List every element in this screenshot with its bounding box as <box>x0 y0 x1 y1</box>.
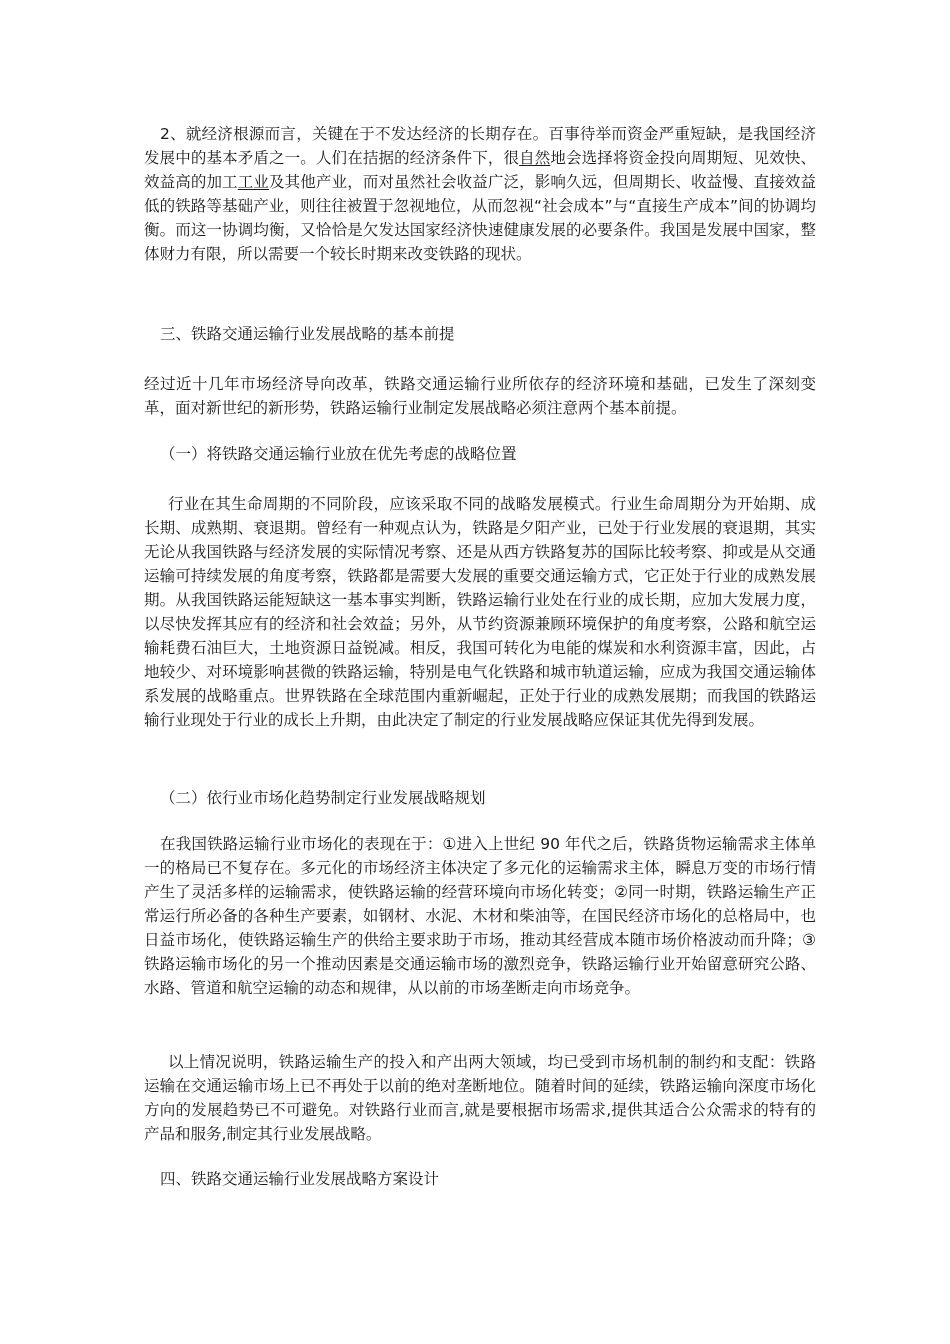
paragraph-marketization: 在我国铁路运输行业市场化的表现在于：①进入上世纪 90 年代之后，铁路货物运输需求主体单一的格局已不复存在。多元化的市场经济主体决定了多元化的运输需求主体，瞬息万变的市场行情产生了灵活多样的运输需求，使铁路运输的经营环境向市场化转变；②同一时期，铁路运输生产正常运行所必备的各种生产要素，如钢材、水泥、木材和柴油等，在国民经济市场化的总格局中，也日益市场化，使铁路运输生产的供给主要求助于市场，推动其经营成本随市场价格波动而升降；③铁路运输市场化的另一个推动因素是交通运输市场的激烈竞争，铁路运输行业开始留意研究公路、水路、管道和航空运输的动态和规律，从以前的市场垄断走向市场竞争。 <box>144 835 816 997</box>
paragraph-economic-roots <box>144 122 816 266</box>
paragraph-premise-intro: 经过近十几年市场经济导向改革，铁路交通运输行业所依存的经济环境和基础，已发生了深刻变革，面对新世纪的新形势，铁路运输行业制定发展战略必须注意两个基本前提。 <box>144 375 816 417</box>
p1-text-a: 2、就经济根源而言，关键在于不发达经济的长期存在。百事待举而资金严重短缺，是我国经济发展中的基本矛盾之一。人们在拮据的经济条件下，很 <box>144 125 816 167</box>
p1-text-c: 及其他产业，而对虽然社会收益广泛，影响久远，但周期长、收益慢、直接效益低的铁路等基础产业，则往往被置于忽视地位，从而忽视“社会成本”与“直接生产成本”间的协调均衡。而这一协调均衡，又恰恰是欠发达国家经济快速健康发展的必要条件。我国是发展中国家，整体财力有限，所以需要一个较长时期来改变铁路的现状。 <box>144 173 816 263</box>
section-heading-4: 四、铁路交通运输行业发展战略方案设计 <box>160 1170 440 1188</box>
p1-text-b: 地会选择将资金投向周期短、见效快、效益高的加工 <box>144 149 816 191</box>
paragraph-life-cycle: 行业在其生命周期的不同阶段，应该采取不同的战略发展模式。行业生命周期分为开始期、成长期、成熟期、衰退期。曾经有一种观点认为，铁路是夕阳产业，已处于行业发展的衰退期，其实无论从我国铁路与经济发展的实际情况考察、还是从西方铁路复苏的国际比较考察、抑或是从交通运输可持续发展的角度考察，铁路都是需要大发展的重要交通运输方式，它正处于行业的成熟发展期。从我国铁路运能短缺这一基本事实判断，铁路运输行业处在行业的成长期，应加大发展力度，以尽快发挥其应有的经济和社会效益；另外，从节约资源兼顾环境保护的角度考察，公路和航空运输耗费石油巨大，土地资源日益锐减。相反，我国可转化为电能的煤炭和水利资源丰富，因此，占地较少、对环境影响甚微的铁路运输，特别是电气化铁路和城市轨道运输，应成为我国交通运输体系发展的战略重点。世界铁路在全球范围内重新崛起，正处于行业的成熟发展期；而我国的铁路运输行业现处于行业的成长上升期，由此决定了制定的行业发展战略应保证其优先得到发展。 <box>144 495 816 729</box>
link-gongye[interactable]: 工业 <box>237 173 270 191</box>
paragraph-conclusion: 以上情况说明，铁路运输生产的投入和产出两大领域，均已受到市场机制的制约和支配：铁路运输在交通运输市场上已不再处于以前的绝对垄断地位。随着时间的延续，铁路运输向深度市场化方向的发展趋势已不可避免。对铁路行业而言,就是要根据市场需求,提供其适合公众需求的特有的产品和服务,制定其行业发展战略。 <box>144 1053 816 1143</box>
subsection-heading-2: （二）依行业市场化趋势制定行业发展战略规划 <box>160 789 486 807</box>
section-heading-3: 三、铁路交通运输行业发展战略的基本前提 <box>160 325 455 343</box>
paragraph-conclusion-wrap <box>144 1050 816 1146</box>
subsection-heading-1: （一）将铁路交通运输行业放在优先考虑的战略位置 <box>160 445 517 463</box>
link-ziran[interactable]: 自然 <box>519 149 551 167</box>
